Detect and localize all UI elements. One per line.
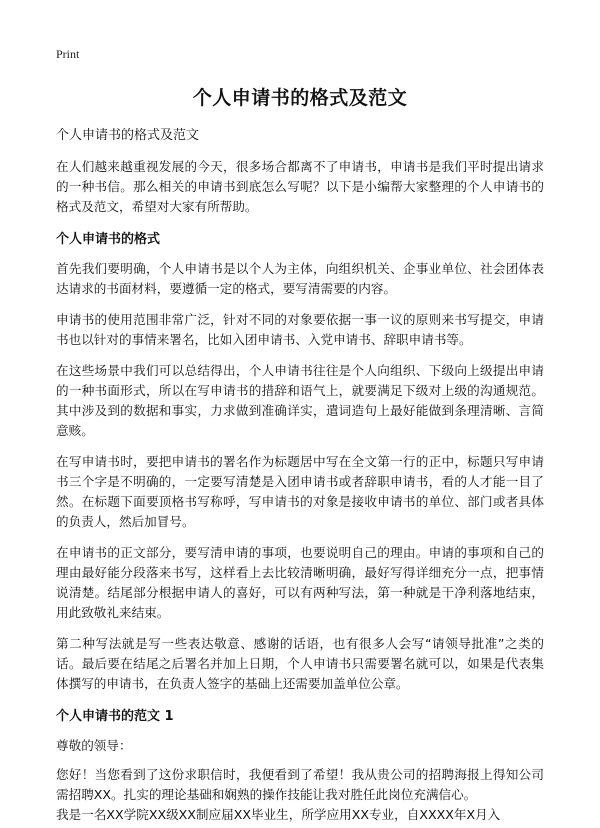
- sample-salutation: 尊敬的领导：: [56, 738, 132, 753]
- format-paragraph-3: 在这些场景中我们可以总结得出，个人申请书往往是个人向组织、下级向上级提出申请的一种书面形式，所以在写申请书的措辞和语气上，就要满足下级对上级的沟通规范。其中涉及到的数据和事实，力求做到准确详实，遣词造句上最好能做到条理清晰、言简意赅。: [56, 363, 544, 438]
- document-title: 个人申请书的格式及范文: [192, 87, 408, 109]
- section-heading-sample: 个人申请书的范文 1: [56, 709, 174, 724]
- format-paragraph-5: 在申请书的正文部分，要写清申请的事项，也要说明自己的理由。申请的事项和自己的理由最好能分段落来书写，这样看上去比较清晰明确，最好写得详细充分一点，把事情说清楚。结尾部分根据申请人的喜好，可以有两种写法，第一种就是干净利落地结束，用此致敬礼来结束。: [56, 545, 544, 620]
- format-paragraph-4: 在写申请书时，要把申请书的署名作为标题居中写在全文第一行的正中，标题只写申请书三个字是不明确的，一定要写清楚是入团申请书或者辞职申请书，看的人才能一目了然。在标题下面要顶格书写称呼，写申请书的对象是接收申请书的单位、部门或者具体的负责人，然后加冒号。: [56, 454, 544, 529]
- sample-paragraph-1: 您好！当您看到了这份求职信时，我便看到了希望！我从贵公司的招聘海报上得知公司需招聘XX。扎实的理论基础和娴熟的操作技能让我对胜任此岗位充满信心。: [56, 767, 544, 802]
- format-paragraph-6: 第二种写法就是写一些表达敬意、感谢的话语，也有很多人会写“请领导批准”之类的话。最后要在结尾之后署名并加上日期，个人申请书只需要署名就可以，如果是代表集体撰写的申请书，在负责人签字的基础上还需要加盖单位公章。: [56, 636, 544, 691]
- intro-paragraph: 在人们越来越重视发展的今天，很多场合都离不了申请书，申请书是我们平时提出请求的一种书信。那么相关的申请书到底怎么写呢？以下是小编帮大家整理的个人申请书的格式及范文，希望对大家有所帮助。: [56, 159, 544, 214]
- section-heading-format: 个人申请书的格式: [56, 232, 161, 247]
- document-subtitle: 个人申请书的格式及范文: [56, 128, 200, 143]
- sample-paragraph-2: 我是一名XX学院XX级XX制应届XX毕业生，所学应用XX专业，自XXXX年X月入: [56, 807, 501, 822]
- print-link[interactable]: Print: [56, 47, 80, 61]
- format-paragraph-2: 申请书的使用范围非常广泛，针对不同的对象要依据一事一议的原则来书写提交，申请书也以针对的事情来署名，比如入团申请书、入党申请书、辞职申请书等。: [56, 312, 544, 347]
- format-paragraph-1: 首先我们要明确，个人申请书是以个人为主体，向组织机关、企事业单位、社会团体表达请求的书面材料，要遵循一定的格式，要写清需要的内容。: [56, 261, 544, 296]
